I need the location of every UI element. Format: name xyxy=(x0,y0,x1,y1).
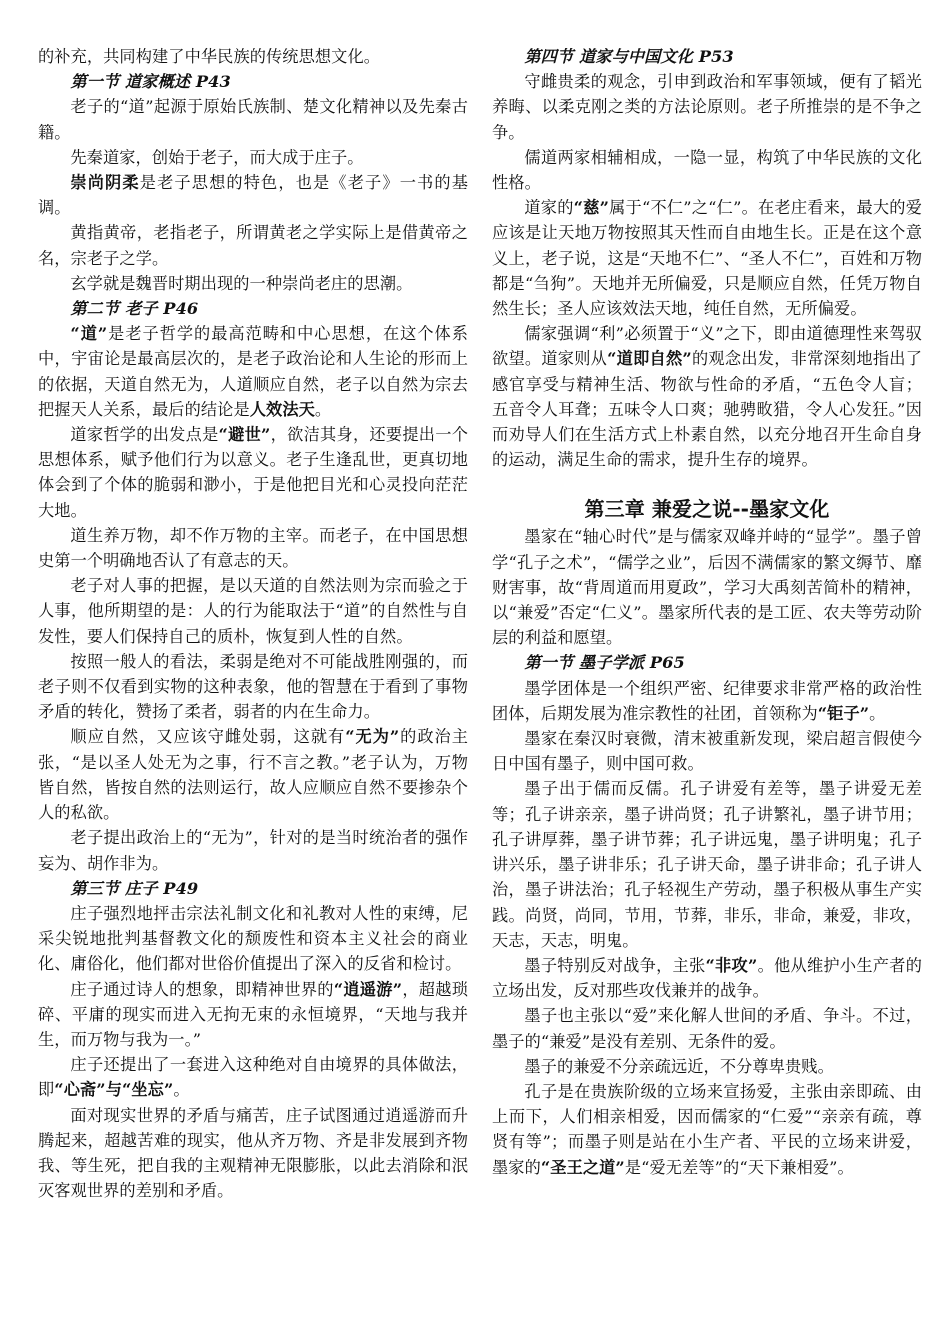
paragraph xyxy=(38,977,468,1053)
section-heading xyxy=(38,876,468,901)
text-run: 墨子也主张以“爱”来化解人世间的矛盾、争斗。不过，墨子的“兼爱”是没有差别、无条件的爱。 xyxy=(492,1006,922,1051)
paragraph xyxy=(492,726,922,776)
paragraph xyxy=(38,573,468,649)
text-run: 第四节 道家与中国文化 P53 xyxy=(524,47,734,66)
emphasis-text: 崇尚阴柔 xyxy=(70,173,140,193)
paragraph xyxy=(38,44,468,69)
text-run: 第一节 墨子学派 P65 xyxy=(524,653,685,673)
paragraph xyxy=(492,524,922,650)
chapter-heading xyxy=(492,496,922,522)
text-run: ，欲洁其身，还要提出一个思想体系，赋予他们行为以意义。老子生逢乱世，更真切地体会到了个体的脆弱和渺小，于是他把目光和心灵投向茫茫大地。 xyxy=(38,425,468,520)
left-column xyxy=(38,44,468,1203)
text-run: 墨子特别反对战争，主张 xyxy=(524,955,706,975)
text-run: 第三节 庄子 P49 xyxy=(70,878,199,898)
text-run: 老子的“道”起源于原始氏族制、楚文化精神以及先秦古籍。 xyxy=(38,97,468,142)
emphasis-text: 人效法天 xyxy=(249,399,315,419)
text-run: 老子对人事的把握，是以天道的自然法则为宗而验之于人事，他所期望的是：人的行为能取法于“道”的自然性与自发性，要人们保持自己的质朴，恢复到人性的自然。 xyxy=(38,576,468,646)
text-run: 。 xyxy=(173,1080,190,1100)
paragraph xyxy=(492,1079,922,1180)
emphasis-text: “钜子” xyxy=(817,703,870,723)
text-run: 先秦道家，创始于老子，而大成于庄子。 xyxy=(70,147,364,167)
text-run: 墨子的兼爱不分亲疏远近，不分尊卑贵贱。 xyxy=(524,1056,834,1076)
emphasis-text: “无为” xyxy=(345,727,400,747)
text-run: 庄子还提出了一套进入这种绝对自由境界的具体做法，即 xyxy=(38,1055,468,1100)
paragraph xyxy=(38,825,468,875)
paragraph xyxy=(38,170,468,220)
paragraph xyxy=(492,321,922,472)
paragraph xyxy=(492,69,922,145)
text-run: 。 xyxy=(314,399,332,419)
text-run: 黄指黄帝，老指老子，所谓黄老之学实际上是借黄帝之名，宗老子之学。 xyxy=(38,223,468,268)
text-run: 道生养万物，却不作万物的主宰。而老子，在中国思想史第一个明确地否认了有意志的天。 xyxy=(38,525,468,571)
paragraph xyxy=(38,1103,468,1204)
text-run: 属于“不仁”之“仁”。在老庄看来，最大的爱应该是让天地万物按照其天性而自由地生长。正是在这个意义上，老子说，这是“天地不仁”、“圣人不仁”，百姓和万物都是“刍狗”。天地并无所偏爱，只是顺应自然，任凭万物自然生长；圣人应该效法天地，纯任自然，无所偏爱。 xyxy=(492,198,923,319)
paragraph xyxy=(38,422,468,523)
paragraph xyxy=(492,1003,922,1053)
paragraph xyxy=(38,321,468,422)
paragraph xyxy=(492,1054,922,1079)
paragraph xyxy=(492,953,922,1003)
paragraph xyxy=(492,145,922,195)
text-run: ，超越琐碎、平庸的现实而进入无拘无束的永恒境界，“天地与我并生，而万物与我为一。” xyxy=(38,979,468,1049)
section-heading xyxy=(492,650,922,675)
text-run: 第二节 老子 P46 xyxy=(70,299,199,319)
emphasis-text: “圣王之道” xyxy=(540,1157,625,1177)
text-run: 顺应自然，又应该守雌处弱，这就有 xyxy=(70,727,346,747)
paragraph xyxy=(38,94,468,144)
text-run: 墨家在秦汉时衰微，清末被重新发现，梁启超言假使今日中国有墨子，则中国可救。 xyxy=(492,729,922,774)
text-run: 是老子思想的特色，也是《老子》一书的基调。 xyxy=(38,173,469,218)
paragraph xyxy=(38,145,468,170)
right-column xyxy=(492,44,922,1180)
text-run: 庄子通过诗人的想象，即精神世界的 xyxy=(70,979,334,999)
paragraph xyxy=(492,676,922,726)
text-run: 儒家强调“利”必须置于“义”之下，即由道德理性来驾驭欲望。道家则从 xyxy=(492,324,922,369)
text-run: 儒道两家相辅相成，一隐一显，构筑了中华民族的文化性格。 xyxy=(492,147,922,193)
emphasis-text: “避世” xyxy=(218,425,271,445)
emphasis-text: “慈” xyxy=(573,198,609,218)
paragraph xyxy=(38,523,468,573)
paragraph xyxy=(38,1052,468,1102)
text-run: 的观念出发，非常深刻地指出了感官享受与精神生活、物欲与性命的矛盾，“五色令人盲；五音令人耳聋；五味令人口爽；驰骋畋猎，令人心发狂。”因而劝导人们在生活方式上朴素自然，以充分地召开生命自身的运动，满足生命的需求，提升生存的境界。 xyxy=(492,349,923,470)
text-run: 玄学就是魏晋时期出现的一种崇尚老庄的思潮。 xyxy=(70,273,413,293)
text-run: 墨子出于儒而反儒。孔子讲爱有差等，墨子讲爱无差等；孔子讲亲亲，墨子讲尚贤；孔子讲繁礼，墨子讲节用；孔子讲厚葬，墨子讲节葬；孔子讲远鬼，墨子讲明鬼；孔子讲兴乐，墨子讲非乐；孔子讲天命，墨子讲非命；孔子讲人治，墨子讲法治；孔子轻视生产劳动，墨子积极从事生产实践。尚贤，尚同，节用，节葬，非乐，非命，兼爱，非攻，天志，天志，明鬼。 xyxy=(492,779,922,950)
emphasis-text: “非攻” xyxy=(705,955,758,975)
text-run: 道家的 xyxy=(524,198,574,218)
text-run: 是老子哲学的最高范畴和中心思想，在这个体系中，宇宙论是最高层次的，是老子政治论和人生论的形而上的依据，天道自然无为，人道顺应自然，老子以自然为宗去把握天人关系，最后的结论是 xyxy=(38,324,468,419)
emphasis-text: “逍遥游” xyxy=(333,979,403,999)
paragraph xyxy=(38,724,468,825)
paragraph xyxy=(38,220,468,270)
section-heading xyxy=(38,296,468,321)
emphasis-text: “心斋”与“坐忘” xyxy=(54,1080,174,1100)
text-run: 守雌贵柔的观念，引申到政治和军事领域，便有了韬光养晦、以柔克刚之类的方法论原则。老子所推崇的是不争之争。 xyxy=(492,72,922,142)
paragraph xyxy=(492,195,922,321)
text-run: 。 xyxy=(869,703,886,723)
text-run: 是“爱无差等”的“天下兼相爱”。 xyxy=(624,1157,854,1177)
text-run: 墨家在“轴心时代”是与儒家双峰并峙的“显学”。墨子曾学“孔子之术”，“儒学之业”，后因不满儒家的繁文缛节、靡财害事，故“背周道而用夏政”，学习大禹刻苦简朴的精神，以“兼爱”否定“仁义”。墨家所代表的是工匠、农夫等劳动阶层的利益和愿望。 xyxy=(492,527,922,648)
text-run: 的补充，共同构建了中华民族的传统思想文化。 xyxy=(38,47,381,66)
emphasis-text: “道即自然” xyxy=(607,349,692,369)
text-run: 的政治主张，“是以圣人处无为之事，行不言之教。”老子认为，万物皆自然，皆按自然的法则运行，故人应顺应自然不要掺杂个人的私欲。 xyxy=(38,727,468,823)
text-run: 按照一般人的看法，柔弱是绝对不可能战胜刚强的，而老子则不仅看到实物的这种表象，他的智慧在于看到了事物矛盾的转化，赞扬了柔者，弱者的内在生命力。 xyxy=(38,651,468,722)
text-run: 道家哲学的出发点是 xyxy=(70,425,219,445)
text-run: 老子提出政治上的“无为”，针对的是当时统治者的强作妄为、胡作非为。 xyxy=(38,828,468,873)
text-run: 第一节 道家概述 P43 xyxy=(70,72,231,92)
paragraph xyxy=(38,649,468,725)
section-heading xyxy=(38,69,468,94)
text-run: 墨学团体是一个组织严密、纪律要求非常严格的政治性团体，后期发展为准宗教性的社团，首领称为 xyxy=(492,678,922,723)
paragraph xyxy=(492,776,922,952)
paragraph xyxy=(38,271,468,296)
text-run: 。他从维护小生产者的立场出发，反对那些攻伐兼并的战争。 xyxy=(492,955,922,1001)
text-run: 庄子强烈地抨击宗法礼制文化和礼教对人性的束缚，尼采尖锐地批判基督教文化的颓废性和资本主义社会的商业化、庸俗化，他们都对世俗价值提出了深入的反省和检讨。 xyxy=(38,903,468,974)
text-run: 孔子是在贵族阶级的立场来宣扬爱，主张由亲即疏、由上而下，人们相亲相爱，因而儒家的“仁爱”“亲亲有疏，尊贤有等”；而墨子则是站在小生产者、平民的立场来讲爱，墨家的 xyxy=(492,1081,922,1177)
text-run: 面对现实世界的矛盾与痛苦，庄子试图通过逍遥游而升腾起来，超越苦难的现实，他从齐万物、齐是非发展到齐物我、等生死，把自我的主观精神无限膨胀，以此去消除和泯灭客观世界的差别和矛盾。 xyxy=(38,1105,468,1201)
section-heading xyxy=(492,44,922,69)
emphasis-text: “道” xyxy=(70,324,108,344)
paragraph xyxy=(38,901,468,977)
text-run: 第三章 兼爱之说--墨家文化 xyxy=(584,497,830,522)
